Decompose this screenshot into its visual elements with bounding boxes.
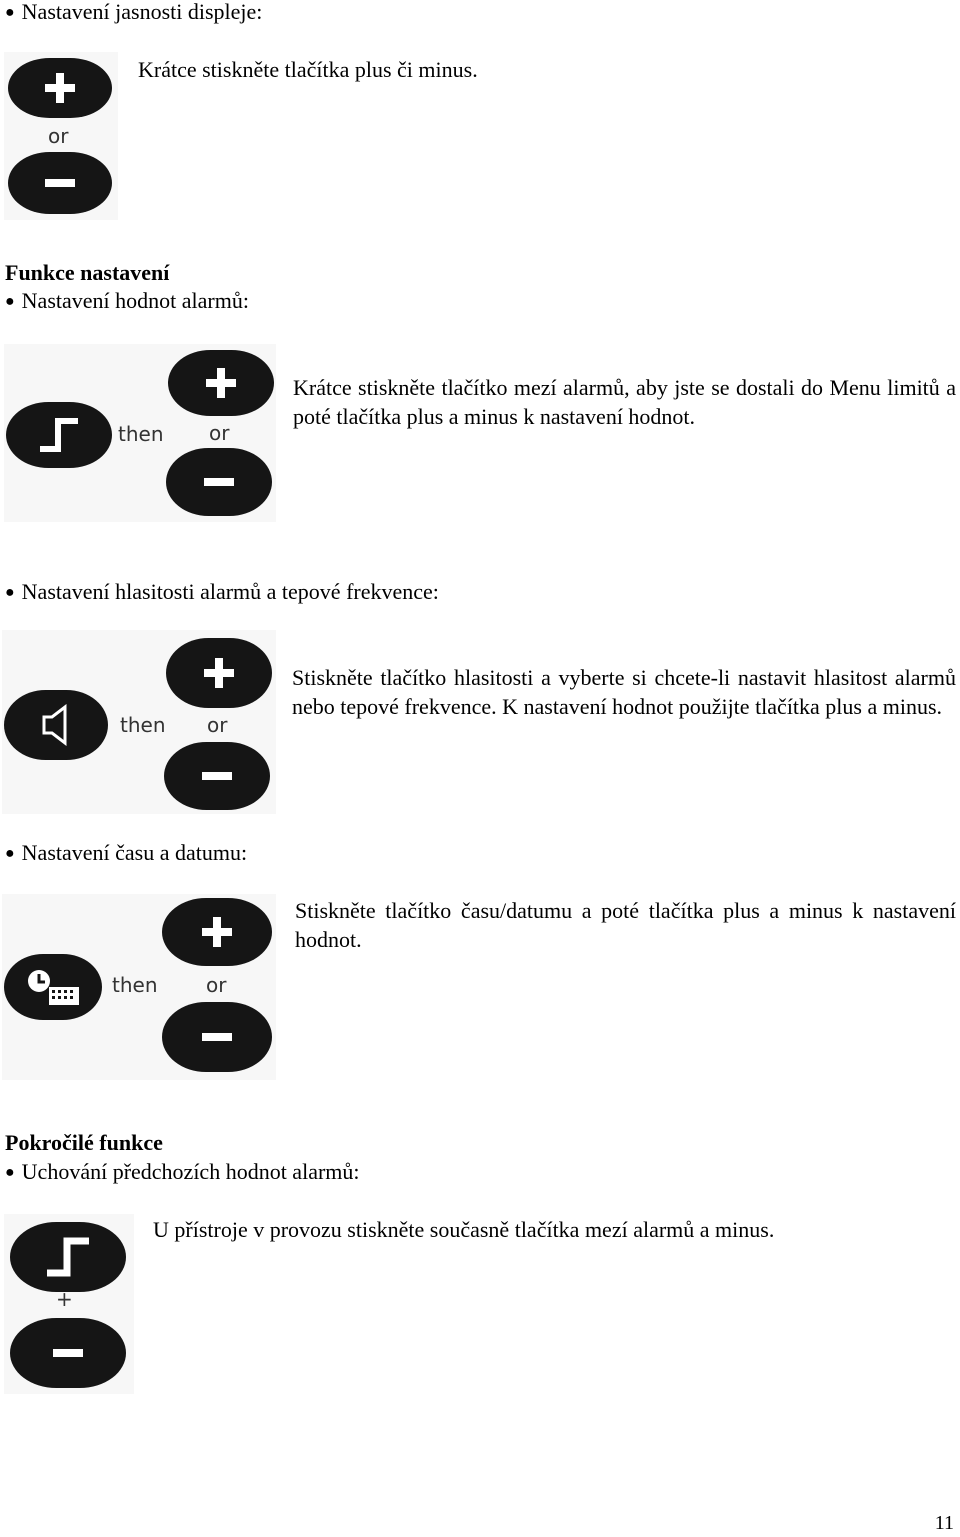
then-label: then (120, 713, 166, 737)
speaker-icon (41, 704, 71, 746)
minus-icon (51, 1336, 85, 1370)
alarm-limit-icon (43, 1235, 93, 1279)
plus-icon (43, 71, 77, 105)
alarm-values-heading: ● Nastavení hodnot alarmů: (5, 286, 249, 318)
alarm-limit-icon (36, 415, 82, 455)
or-label: or (209, 421, 230, 445)
settings-heading: Funkce nastavení (5, 260, 170, 285)
minus-icon (200, 1020, 234, 1054)
datetime-heading: ● Nastavení času a datumu: (5, 838, 247, 870)
brightness-button-graphic (4, 52, 118, 220)
datetime-button (4, 954, 102, 1020)
volume-graphic (2, 630, 276, 814)
or-label: or (48, 124, 69, 148)
alarm-limit-button (6, 402, 112, 468)
then-label: then (112, 973, 158, 997)
clock-calendar-icon (25, 967, 81, 1007)
plus-button (162, 898, 272, 966)
plus-button (166, 638, 272, 708)
brightness-description: Krátce stiskněte tlačítka plus či minus. (138, 57, 478, 82)
previous-alarms-heading: ● Uchování předchozích hodnot alarmů: (5, 1157, 360, 1189)
or-label: or (207, 713, 228, 737)
alarm-values-description: Krátce stiskněte tlačítko mezí alarmů, aby jste se dostali do Menu limitů a poté tlačítka plus a minus k nastavení hodnot. (293, 375, 956, 429)
brightness-heading: ● Nastavení jasnosti displeje: (5, 0, 262, 29)
minus-button (162, 1002, 272, 1072)
volume-heading: ● Nastavení hlasitosti alarmů a tepové frekvence: (5, 577, 439, 609)
alarm-values-graphic (4, 344, 276, 522)
minus-button (164, 742, 270, 810)
previous-alarms-graphic (4, 1214, 134, 1394)
minus-button (166, 448, 272, 516)
or-label: or (206, 973, 227, 997)
page-number: 11 (934, 1512, 954, 1534)
advanced-heading: Pokročilé funkce (5, 1130, 163, 1155)
plus-label: + (56, 1287, 73, 1311)
minus-icon (43, 166, 77, 200)
plus-icon (202, 656, 236, 690)
minus-icon (202, 465, 236, 499)
volume-description: Stiskněte tlačítko hlasitosti a vyberte si chcete-li nastavit hlasitost alarmů nebo tepové frekvence. K nastavení hodnot použijte tlačítka plus a minus. (292, 665, 956, 719)
minus-button (8, 152, 112, 214)
minus-icon (200, 759, 234, 793)
then-label: then (118, 422, 164, 446)
plus-icon (204, 366, 238, 400)
alarm-limit-button (10, 1222, 126, 1292)
previous-alarms-description: U přístroje v provozu stiskněte současně tlačítka mezí alarmů a minus. (153, 1217, 775, 1242)
datetime-description: Stiskněte tlačítko času/datumu a poté tlačítka plus a minus k nastavení hodnot. (295, 898, 956, 952)
datetime-graphic (2, 894, 276, 1080)
minus-button (10, 1318, 126, 1388)
plus-button (168, 350, 274, 416)
plus-icon (200, 915, 234, 949)
plus-button (8, 58, 112, 118)
volume-button (4, 690, 108, 760)
